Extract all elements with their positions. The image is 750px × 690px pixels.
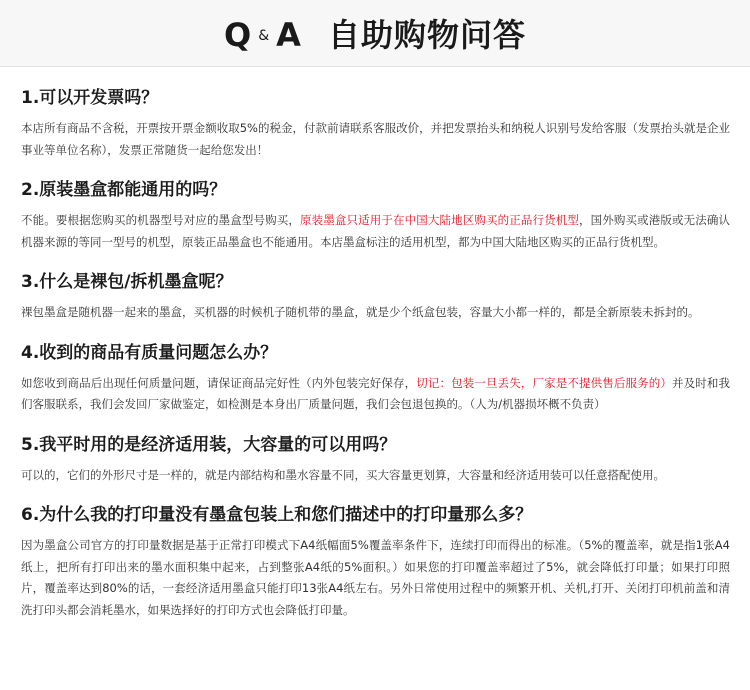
question-heading: 4.收到的商品有质量问题怎么办？	[21, 342, 278, 363]
answer-highlight: 原装墨盒只适用于在中国大陆地区购买的正品行货机型	[300, 213, 579, 227]
qa-item-compatibility	[21, 178, 730, 253]
qa-item-invoice	[21, 86, 730, 161]
answer-text: 因为墨盒公司官方的打印量数据是基于正常打印模式下A4纸幅面5%覆盖率条件下，连续打印而得出的标准。（5%的覆盖率，就是指1张A4纸上，把所有打印出来的墨水面积集中起来，占到整张A4纸的5%面积。）如果您的打印覆盖率超过了5%，就会降低打印量；如果打印照片，覆盖率达到80%的话，一套经济适用墨盒只能打印13张A4纸左右。另外日常使用过程中的频繁开机、关机,打开、关闭打印机前盖和清洗打印头都会消耗墨水，如果选择好的打印方式也会降低打印量。	[21, 538, 730, 617]
question-heading: 5.我平时用的是经济适用装，大容量的可以用吗？	[21, 434, 397, 455]
question-heading: 3.什么是裸包/拆机墨盒呢？	[21, 272, 233, 292]
answer-text: 本店所有商品不含税，开票按开票金额收取5%的税金，付款前请联系客服改价，并把发票抬头和纳税人识别号发给客服（发票抬头就是企业事业等单位名称），发票正常随货一起给您发出！	[21, 121, 730, 157]
title-ampersand: &	[258, 28, 271, 44]
answer-text: 裸包墨盒是随机器一起来的墨盒，买机器的时候机子随机带的墨盒，就是少个纸盒包装，容量大小都一样的，都是全新原装未拆封的。	[21, 305, 700, 319]
title-q: Q	[224, 16, 253, 54]
question-heading: 1.可以开发票吗？	[21, 88, 159, 108]
qa-item-print-yield	[21, 503, 730, 621]
question-heading: 2.原装墨盒都能通用的吗？	[21, 180, 227, 200]
qa-list	[0, 67, 750, 621]
answer-text-part: 不能。要根据您购买的机器型号对应的墨盒型号购买，	[21, 213, 300, 227]
answer-text-part: 并及时和我们客服联系，我们会发回厂家做鉴定，如检测是本身出厂质量问题，我们会包退包换的。（人为/机器损坏概不负责）	[21, 375, 730, 411]
answer-text-part: ，国外购买或港版或无法确认机器来源的等同一型号的机型，原装正品墨盒也不能通用。本店墨盒标注的适用机型，都为中国大陆地区购买的正品行货机型。	[21, 213, 730, 249]
answer-text: 可以的，它们的外形尺寸是一样的，就是内部结构和墨水容量不同，买大容量更划算，大容量和经济适用装可以任意搭配使用。	[21, 467, 665, 482]
qa-item-capacity	[21, 433, 730, 487]
qa-item-bare-pack	[21, 270, 730, 324]
answer-text	[21, 210, 730, 253]
answer-text-part: 如您收到商品后出现任何质量问题，请保证商品完好性（内外包装完好保存，	[21, 375, 417, 390]
title-a: A	[276, 16, 302, 54]
answer-text	[21, 373, 730, 416]
title-text: 自助购物问答	[327, 16, 526, 54]
answer-highlight: 切记：包装一旦丢失，厂家是不提供售后服务的）	[416, 375, 672, 390]
page-title	[0, 15, 750, 56]
header-banner	[0, 0, 750, 67]
question-heading: 6.为什么我的打印量没有墨盒包装上和您们描述中的打印量那么多？	[21, 505, 533, 525]
qa-item-quality	[21, 341, 730, 416]
